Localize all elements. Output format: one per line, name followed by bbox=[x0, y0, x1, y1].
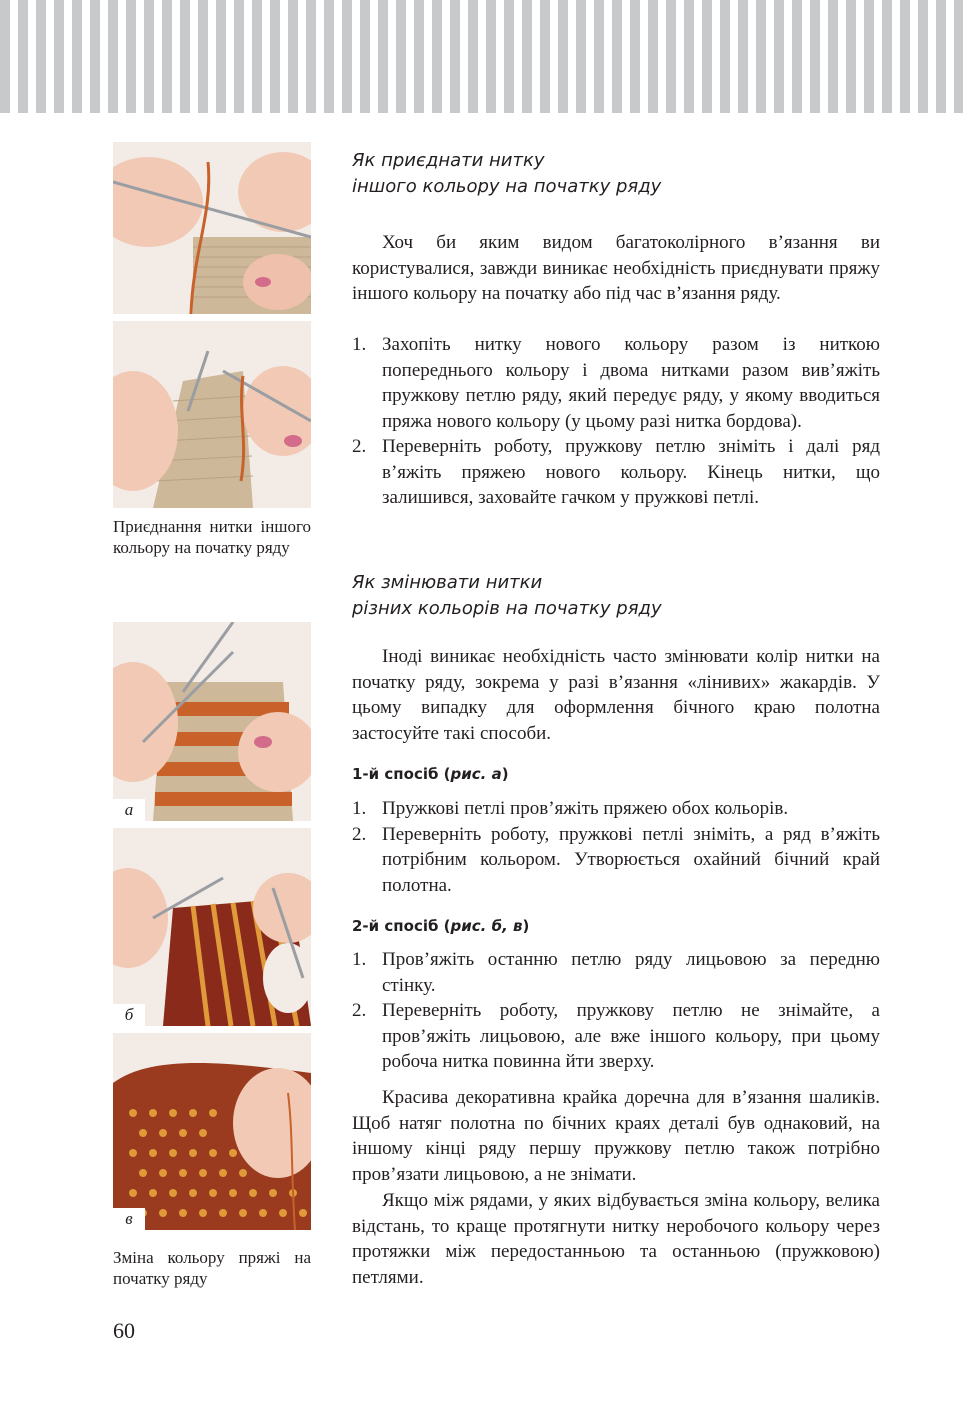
section2-paragraph-1: Красива декоративна крайка доречна для в’язання шаликів. Щоб натяг полотна по бічних краях деталі був однаковий, на іншому кінці ряду першу пружкову петлю також потрібно пров’язати лицьовою, а не знімати. bbox=[352, 1087, 880, 1185]
photo-figure-b bbox=[113, 828, 311, 1026]
section2-intro: Іноді виникає необхідність часто змінювати колір нитки на початку ряду, зокрема у разі в’язання «лінивих» жакардів. У цьому випадку для оформлення бічного краю полотна застосуйте такі способи. bbox=[352, 646, 880, 744]
photo-join-yarn-1 bbox=[113, 142, 311, 314]
figure-label-v: в bbox=[113, 1208, 145, 1230]
list-item: 2. Переверніть роботу, пружкову петлю не знімайте, а пров’яжіть лицьовою, але вже іншого кольору, при цьому робоча нитка повинна йти зверху. bbox=[352, 1000, 880, 1072]
method1-heading: 1-й спосіб (рис. а) bbox=[352, 765, 509, 783]
list-item: 2. Переверніть роботу, пружкові петлі зніміть, а ряд в’яжіть потрібним кольором. Утворюється охайний бічний край полотна. bbox=[352, 823, 880, 896]
method1-steps bbox=[352, 796, 880, 898]
section2-title: Як змінювати нитки різних кольорів на початку ряду bbox=[352, 572, 662, 619]
method2-steps bbox=[352, 947, 880, 1075]
figure2-caption: Зміна кольору пряжі на початку ряду bbox=[113, 1248, 311, 1288]
header-stripes bbox=[0, 0, 963, 113]
method2-heading: 2-й спосіб (рис. б, в) bbox=[352, 917, 530, 935]
section1-title: Як приєднати нитку іншого кольору на початку ряду bbox=[352, 150, 662, 197]
photo-figure-a bbox=[113, 622, 311, 821]
figure1-caption: Приєднання нитки іншого кольору на початку ряду bbox=[113, 517, 311, 557]
section1-steps bbox=[352, 332, 880, 511]
section2-paragraph-2: Якщо між рядами, у яких відбувається зміна кольору, велика відстань, то краще протягнути нитку неробочого кольору через протяжки між передостанньою та останньою (пружковою) петлями. bbox=[352, 1190, 880, 1288]
list-item: 2. Переверніть роботу, пружкову петлю зніміть і далі ряд в’яжіть пряжею нового кольору. Кінець нитки, що залишився, заховайте гачком у пружкові петлі. bbox=[352, 436, 880, 508]
photo-figure-v bbox=[113, 1033, 311, 1230]
section1-intro: Хоч би яким видом багатоколірного в’язання ви користувалися, завжди виникає необхідність приєднувати пряжу іншого кольору на початку або під час в’язання ряду. bbox=[352, 232, 880, 304]
list-item: 1. Пров’яжіть останню петлю ряду лицьовою за передню стінку. bbox=[352, 949, 880, 996]
list-item: 1. Пружкові петлі пров’яжіть пряжею обох кольорів. bbox=[352, 798, 789, 819]
photo-join-yarn-2 bbox=[113, 321, 311, 508]
figure-label-a: а bbox=[113, 799, 145, 821]
list-item: 1. Захопіть нитку нового кольору разом із ниткою попереднього кольору і двома нитками разом вив’яжіть пружкову петлю ряду, який передує ряду, у якому вводиться пряжа нового кольору (у цьому разі нитка бордова). bbox=[352, 334, 880, 432]
page-number: 60 bbox=[113, 1318, 135, 1343]
figure-label-b: б bbox=[113, 1004, 145, 1026]
